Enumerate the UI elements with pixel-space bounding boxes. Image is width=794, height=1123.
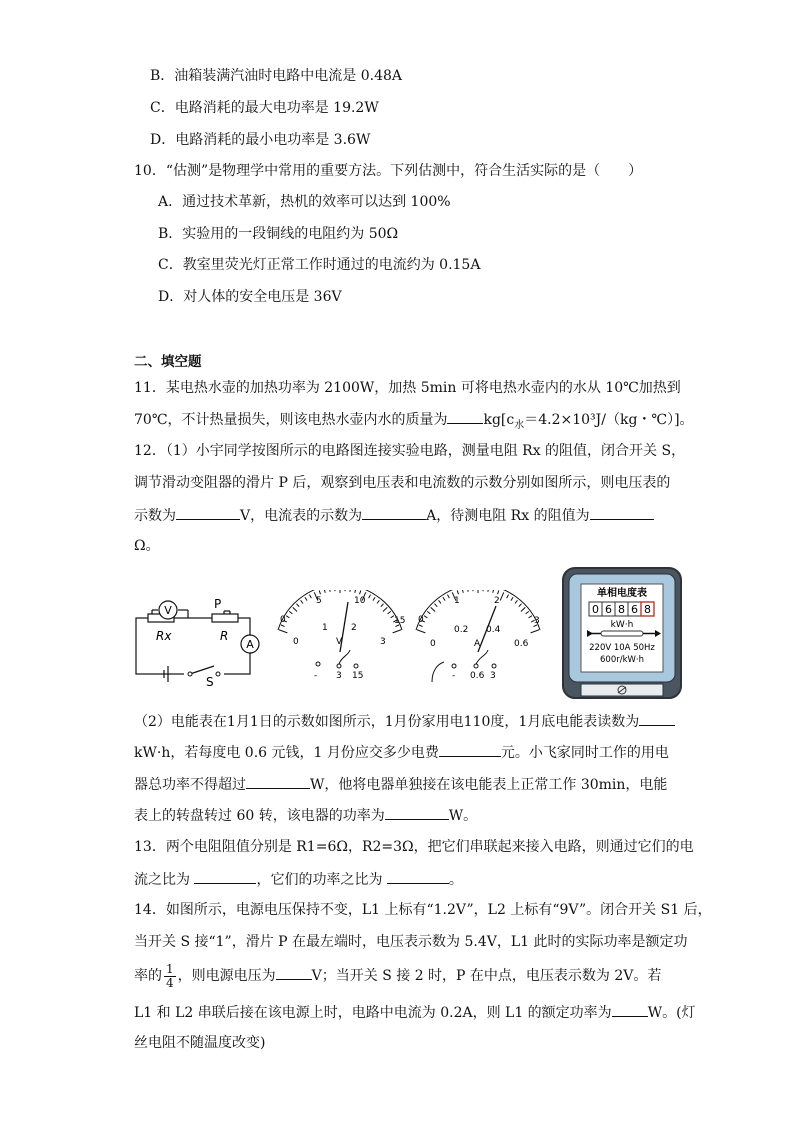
dial-tick xyxy=(424,616,427,618)
q14-fraction xyxy=(164,963,176,990)
q9-option-d: D．电路消耗的最小电功率是 3.6W xyxy=(150,132,371,148)
dial-tick xyxy=(417,630,425,633)
q12-part2-text-c: 元。小飞家同时工作的用电 xyxy=(500,745,669,761)
energy-meter-spec: 220V 10A 50Hz xyxy=(589,643,655,653)
dial-tick xyxy=(305,597,307,600)
fraction-denominator: 4 xyxy=(166,975,174,990)
q11-blank[interactable] xyxy=(447,409,483,424)
voltmeter-scale-inner: 2 xyxy=(351,623,357,633)
dial-tick xyxy=(319,590,320,594)
q13-blank-current-ratio[interactable] xyxy=(194,869,256,884)
q12-blank-appliance-power[interactable] xyxy=(385,805,449,820)
energy-meter-digit: 0 xyxy=(592,603,599,616)
dial-tick xyxy=(377,600,379,603)
voltmeter-scale-outer: 5 xyxy=(316,596,322,606)
q12-line3 xyxy=(134,505,654,526)
ammeter-scale-outer: 1 xyxy=(454,596,460,606)
energy-meter-digit: 8 xyxy=(618,603,625,616)
energy-meter-title: 单相电度表 xyxy=(597,588,647,599)
q12-blank-fee[interactable] xyxy=(439,742,501,757)
voltmeter-terminal: 3 xyxy=(336,671,342,681)
dial-tick xyxy=(462,590,463,593)
ammeter-scale-outer: 2 xyxy=(494,596,500,606)
q12-part2-text-g: W。 xyxy=(448,808,478,824)
dial-tick xyxy=(301,600,303,603)
q12-part2-text-a: （2）电能表在1月1日的示数如图所示，1月份家用电110度，1月底电能表读数为 xyxy=(134,714,640,730)
q11-subscript: 水 xyxy=(514,419,525,431)
dial-tick xyxy=(435,604,438,607)
q12-part2-text-e: W，他将电器单独接在该电能表上正常工作 30min，电能 xyxy=(310,777,668,793)
dial-tick xyxy=(519,604,522,607)
dial-tick xyxy=(297,604,300,607)
q12-blank-current[interactable] xyxy=(362,505,426,520)
dial-tick xyxy=(324,590,325,593)
q10-option-c: C．教室里荧光灯正常工作时通过的电流约为 0.15A xyxy=(158,257,481,273)
q14-blank-voltage[interactable] xyxy=(276,965,312,980)
q10-option-a: A．通过技术革新，热机的效率可以达到 100% xyxy=(158,194,451,210)
q13-line2 xyxy=(134,869,463,890)
energy-meter-digit: 6 xyxy=(605,603,612,616)
q12-part2-line2 xyxy=(134,742,669,763)
dial-tick xyxy=(431,607,435,611)
ammeter-scale-inner: 0.4 xyxy=(486,625,501,635)
r-label: R xyxy=(220,629,229,643)
q13-line1: 13．两个电阻阻值分别是 R1=6Ω，R2=3Ω，把它们串联起来接入电路，则通过它们的电 xyxy=(134,839,694,855)
dial-tick xyxy=(488,590,489,592)
q12-part2-line3 xyxy=(134,774,667,795)
dial-tick xyxy=(279,630,287,633)
q12-blank-resistance[interactable] xyxy=(590,505,654,520)
q10-option-b: B．实验用的一段铜线的电阻约为 50Ω xyxy=(158,226,399,242)
q13-text-c: 。 xyxy=(448,872,463,888)
rheostat xyxy=(212,614,238,622)
dial-tick xyxy=(373,597,375,600)
q9-option-b: B．油箱装满汽油时电路中电流是 0.48A xyxy=(150,68,403,84)
q14-line5: 丝电阻不随温度改变) xyxy=(134,1035,266,1051)
dial-tick xyxy=(293,607,297,611)
dial-tick xyxy=(388,611,391,614)
dial-tick xyxy=(500,592,504,600)
ammeter-scale-outer: 3 xyxy=(534,616,540,626)
voltmeter-scale-inner: 3 xyxy=(380,637,386,647)
ammeter-scale-inner: 0.6 xyxy=(514,639,529,649)
rx-label: Rx xyxy=(156,629,172,643)
q14-line4 xyxy=(134,1002,696,1023)
ammeter-scale-inner: 0.2 xyxy=(454,625,469,635)
q11-text-a: 70℃，不计热量损失，则该电热水壶内水的质量为 xyxy=(134,412,448,428)
q12-part2-line1 xyxy=(134,711,675,732)
dial-tick xyxy=(511,597,513,600)
dial-tick xyxy=(329,590,330,592)
dial-tick xyxy=(427,611,430,614)
q12-blank-max-power[interactable] xyxy=(246,774,310,789)
q14-text-d: L1 和 L2 串联后接在该电源上时，电路中电流为 0.2A，则 L1 的额定功率为 xyxy=(134,1005,612,1021)
dial-tick xyxy=(531,630,539,633)
switch-label: S xyxy=(206,675,214,689)
dial-tick xyxy=(350,590,351,592)
dial-tick xyxy=(515,600,517,603)
dial-tick xyxy=(457,590,458,594)
ammeter-terminal: 3 xyxy=(490,671,496,681)
dial-tick xyxy=(289,611,292,614)
q9-option-c: C．电路消耗的最大电功率是 19.2W xyxy=(150,100,379,116)
ammeter-terminal: 0.6 xyxy=(470,671,485,681)
energy-meter-unit: kW·h xyxy=(610,620,634,630)
ammeter-label: A xyxy=(246,638,254,651)
ammeter-scale-outer: 0 xyxy=(418,615,424,625)
q12-text-a: 示数为 xyxy=(134,508,176,524)
q13-text-a: 流之比为 xyxy=(134,872,190,888)
slider-label: P xyxy=(214,597,222,611)
q12-blank-voltage[interactable] xyxy=(176,505,240,520)
q12-part2-line4 xyxy=(134,805,477,826)
q14-line3 xyxy=(134,962,661,990)
q13-text-b: ，它们的功率之比为 xyxy=(256,872,383,888)
dial-tick xyxy=(393,630,401,633)
q10-stem: 10．“估测”是物理学中常用的重要方法。下列估测中，符合生活实际的是（ ） xyxy=(134,163,643,179)
dial-tick xyxy=(286,616,289,618)
q14-text-c: V；当开关 S 接 2 时，P 在中点，电压表示数为 2V。若 xyxy=(311,968,662,984)
dial-tick xyxy=(360,590,361,594)
q12-part2-text-d: 器总功率不得超过 xyxy=(134,777,246,793)
q12-line2: 调节滑动变阻器的滑片 P 后，观察到电压表和电流数的示数分别如图所示，则电压表的 xyxy=(134,475,671,491)
q12-line4: Ω。 xyxy=(134,538,160,554)
voltmeter-terminal: - xyxy=(314,671,318,681)
ammeter-scale-inner: 0 xyxy=(430,639,436,649)
q11-text-d: ＝4.2×10³J/（kg・℃）]。 xyxy=(524,412,694,428)
ammeter-unit: A xyxy=(474,639,481,649)
q14-line1: 14．如图所示，电源电压保持不变，L1 上标有“1.2V”，L2 上标有“9V”。闭合开关 S1 后， xyxy=(134,902,712,918)
q12-part2-text-b: kW·h，若每度电 0.6 元钱，1 月份应交多少电费 xyxy=(134,745,439,761)
ammeter-terminal: - xyxy=(452,671,456,681)
q12-text-c: A，待测电阻 Rx 的阻值为 xyxy=(426,508,590,524)
q12-line1: 12．（1）小宇同学按图所示的电路图连接实验电路，测量电阻 Rx 的阻值，闭合开关 S， xyxy=(134,443,686,459)
q12-part2-text-f: 表上的转盘转过 60 转，该电器的功率为 xyxy=(134,808,385,824)
q12-text-b: V，电流表的示数为 xyxy=(240,508,363,524)
dial-tick xyxy=(526,611,529,614)
section-title: 二、填空题 xyxy=(134,354,202,370)
q14-text-b: ，则电源电压为 xyxy=(177,968,276,984)
q14-blank-rated-power[interactable] xyxy=(612,1002,648,1017)
voltmeter-scale-outer: 0 xyxy=(280,615,286,625)
voltmeter-unit: V xyxy=(336,637,343,647)
q14-text-e: W。(灯 xyxy=(647,1005,696,1021)
q14-text-a: 率的 xyxy=(134,968,162,984)
q11-text-b: kg[c xyxy=(483,412,515,428)
dial-tick xyxy=(467,590,468,592)
dial-tick xyxy=(493,590,494,593)
energy-meter-rev: 600r/kW·h xyxy=(600,655,644,665)
fraction-numerator: 1 xyxy=(166,961,174,976)
dial-tick xyxy=(369,595,371,599)
dial-tick xyxy=(498,590,499,594)
dial-tick xyxy=(443,597,445,600)
dial-tick xyxy=(355,590,356,593)
dial-tick xyxy=(381,604,384,607)
dial-tick xyxy=(419,625,423,627)
circuit-and-meters-figure xyxy=(128,590,548,690)
dial-tick xyxy=(529,616,532,618)
q11-line2 xyxy=(134,409,694,436)
voltmeter-scale-outer: 10 xyxy=(354,596,366,606)
energy-meter-digit: 6 xyxy=(631,603,638,616)
q12-blank-reading[interactable] xyxy=(639,711,675,726)
dial-tick xyxy=(521,607,525,611)
voltmeter-scale-inner: 1 xyxy=(322,623,328,633)
energy-meter-display xyxy=(589,602,654,616)
dial-tick xyxy=(383,607,387,611)
dial-tick xyxy=(439,600,441,603)
dial-tick xyxy=(507,595,509,599)
q10-option-d: D．对人体的安全电压是 36V xyxy=(158,289,342,305)
energy-meter xyxy=(561,566,683,700)
voltmeter-scale-inner: 0 xyxy=(293,637,299,647)
dial-tick xyxy=(309,595,311,599)
dial-tick xyxy=(447,595,449,599)
voltmeter-scale-outer: 15 xyxy=(394,616,406,626)
q14-line2: 当开关 S 接“1”，滑片 P 在最左端时，电压表示数为 5.4V，L1 此时的实际功率是额定功 xyxy=(134,934,688,950)
energy-meter-digit: 8 xyxy=(644,603,651,616)
dial-tick xyxy=(281,625,285,627)
voltmeter-label: V xyxy=(164,604,172,617)
q11-line1: 11．某电热水壶的加热功率为 2100W，加热 5min 可将电热水壶内的水从 10℃加热到 xyxy=(134,380,681,396)
voltmeter-terminal: 15 xyxy=(352,671,364,681)
q13-blank-power-ratio[interactable] xyxy=(387,869,449,884)
